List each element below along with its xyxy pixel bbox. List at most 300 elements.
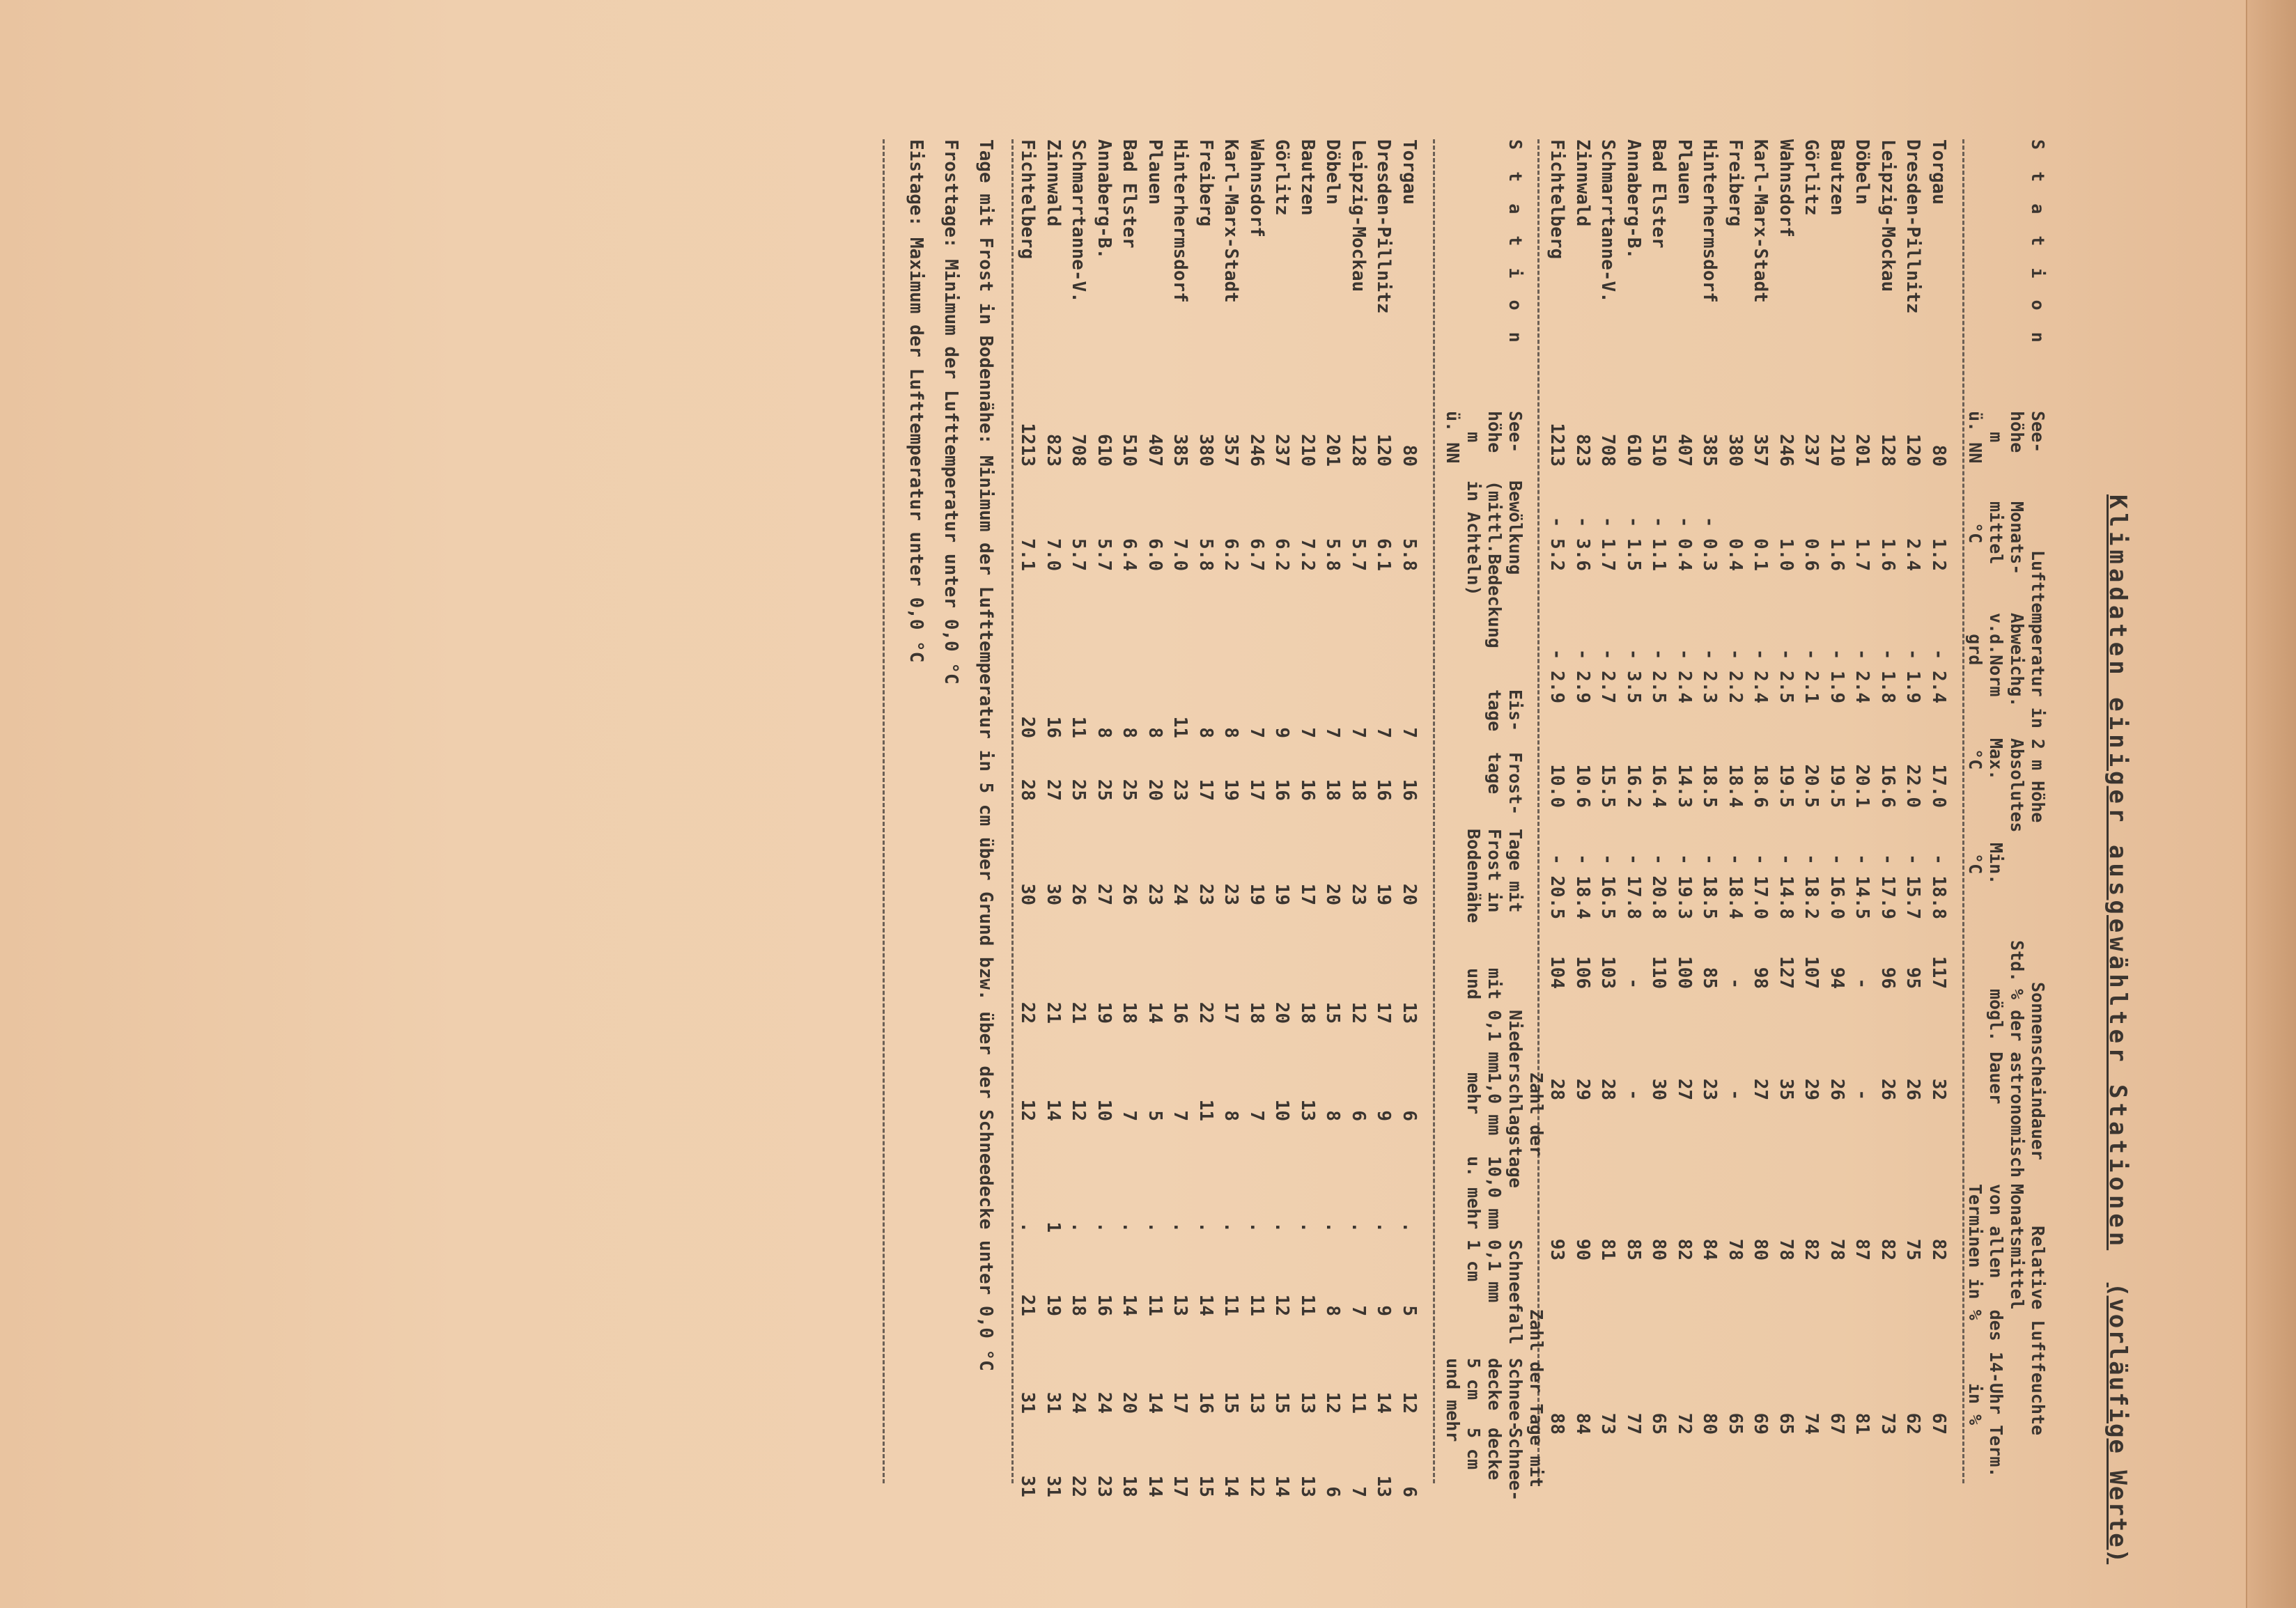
table2-cell-station: Freiberg xyxy=(1195,139,1216,227)
table1-cell-std: 110 xyxy=(1648,956,1670,989)
table1-cell-min: - 17.0 xyxy=(1750,854,1771,919)
table1-cell-station: Torgau xyxy=(1928,139,1949,205)
table2-cell-d5: 31 xyxy=(1017,1475,1039,1497)
table2-cell-n10: . xyxy=(1170,1221,1191,1233)
table2-cell-h: 120 xyxy=(1373,434,1395,467)
table1-cell-abw: - 2.5 xyxy=(1648,648,1670,703)
table1-cell-min: - 14.5 xyxy=(1852,854,1873,919)
table1-cell-h: 237 xyxy=(1801,434,1822,467)
table1-cell-mittel: - 3.6 xyxy=(1572,516,1593,571)
table2-cell-sf: 11 xyxy=(1246,1294,1267,1316)
table2-cell-station: Karl-Marx-Stadt xyxy=(1220,139,1242,303)
table2-cell-d1: 20 xyxy=(1119,1391,1140,1414)
table1-cell-abw: - 2.3 xyxy=(1699,648,1721,703)
table1-cell-mittel: - 1.5 xyxy=(1623,516,1644,571)
table2-cell-n01: 20 xyxy=(1271,1001,1293,1024)
table1-cell-proz: 29 xyxy=(1801,1078,1822,1100)
table2-cell-h: 201 xyxy=(1322,434,1344,467)
table1-cell-min: - 16.0 xyxy=(1826,854,1847,919)
table1-cell-proz: 26 xyxy=(1877,1078,1898,1100)
table1-cell-mittel: 1.6 xyxy=(1877,538,1898,571)
table1-cell-f2: 65 xyxy=(1648,1412,1670,1435)
t2-header-n10: 1,0 mm mehr xyxy=(1464,1072,1505,1136)
table1-cell-f2: 67 xyxy=(1826,1412,1847,1435)
table2-cell-eis: 8 xyxy=(1195,727,1216,738)
table2-cell-bod: 19 xyxy=(1271,883,1293,905)
t2-header-tagefrost: Tage mit Frost in Bodennähe xyxy=(1464,829,1526,923)
table1-cell-f2: 74 xyxy=(1801,1412,1822,1435)
title-main: Klimadaten einiger ausgewählter Stationen xyxy=(2104,494,2132,1251)
table1-cell-max: 10.6 xyxy=(1572,764,1593,808)
t1-header-feuchte-sub: Monatsmittel von allen des 14-Uhr Term. Terminen in % in % xyxy=(1965,1184,2027,1478)
table2-cell-bod: 27 xyxy=(1094,883,1115,905)
table2-cell-n10: . xyxy=(1017,1221,1039,1233)
table1-cell-station: Görlitz xyxy=(1801,139,1822,216)
table2-cell-d1: 31 xyxy=(1017,1391,1039,1414)
table2-cell-h: 357 xyxy=(1220,434,1242,467)
table1-cell-std: 106 xyxy=(1572,956,1593,989)
table2-cell-n10: . xyxy=(1220,1221,1242,1233)
table2-cell-eis: 7 xyxy=(1348,727,1369,738)
table1-cell-f2: 62 xyxy=(1902,1412,1924,1435)
table1-cell-f1: 90 xyxy=(1572,1238,1593,1260)
table1-cell-mittel: - 1.7 xyxy=(1597,516,1619,571)
table1-cell-station: Zinnwald xyxy=(1572,139,1593,227)
page-edge xyxy=(2246,0,2296,1608)
table1-cell-std: - xyxy=(1725,978,1746,989)
table2-cell-station: Görlitz xyxy=(1271,139,1293,216)
table2-cell-frost: 25 xyxy=(1094,779,1115,801)
table2-cell-bew: 5.8 xyxy=(1322,538,1344,571)
footnote-1: Tage mit Frost in Bodennähe: Minimum der Lufttemperatur in 5 cm über Grund bzw. über der Schneedecke unter 0,0 °C xyxy=(975,139,996,1371)
table2-cell-frost: 16 xyxy=(1373,779,1395,801)
table2-cell-frost: 25 xyxy=(1068,779,1089,801)
table1-cell-max: 19.5 xyxy=(1776,764,1797,808)
table1-cell-max: 10.0 xyxy=(1546,764,1568,808)
table1-cell-mittel: - 5.2 xyxy=(1546,516,1568,571)
table1-cell-std: 103 xyxy=(1597,956,1619,989)
table1-cell-proz: 29 xyxy=(1572,1078,1593,1100)
table2-cell-d1: 31 xyxy=(1043,1391,1064,1414)
table1-cell-min: - 14.8 xyxy=(1776,854,1797,919)
table1-cell-station: Schmarrtanne-V. xyxy=(1597,139,1619,303)
table2-cell-sf: 21 xyxy=(1017,1294,1039,1316)
table2-cell-bod: 23 xyxy=(1348,883,1369,905)
table1-cell-f1: 80 xyxy=(1648,1238,1670,1260)
table2-cell-n1: 12 xyxy=(1017,1099,1039,1121)
table2-cell-sf: 12 xyxy=(1271,1294,1293,1316)
table2-cell-bew: 5.7 xyxy=(1094,538,1115,571)
table1-cell-max: 17.0 xyxy=(1928,764,1949,808)
t2-header-nieder: Niederschlagstage xyxy=(1505,1010,1526,1188)
table1-cell-station: Freiberg xyxy=(1725,139,1746,227)
table2-cell-d5: 7 xyxy=(1348,1486,1369,1497)
table1-cell-proz: 32 xyxy=(1928,1078,1949,1100)
t2-header-bew: Bewölkung (mittl.Bedeckung in Achteln) xyxy=(1464,481,1526,648)
table2-cell-n1: 10 xyxy=(1271,1099,1293,1121)
table2-cell-n1: 7 xyxy=(1119,1110,1140,1121)
table1-cell-abw: - 2.9 xyxy=(1572,648,1593,703)
table2-cell-d1: 11 xyxy=(1348,1391,1369,1414)
table1-cell-f1: 82 xyxy=(1674,1238,1695,1260)
table2-cell-sf: 9 xyxy=(1373,1305,1395,1316)
table1-cell-min: - 17.9 xyxy=(1877,854,1898,919)
table1-cell-mittel: 0.6 xyxy=(1801,538,1822,571)
table2-cell-station: Zinnwald xyxy=(1043,139,1064,227)
table1-cell-std: 127 xyxy=(1776,956,1797,989)
table1-cell-max: 15.5 xyxy=(1597,764,1619,808)
t2-header-schneefall: Schneefall 0,1 mm 1 cm xyxy=(1464,1240,1526,1345)
table1-cell-station: Bad Elster xyxy=(1648,139,1670,249)
table2-cell-n01: 17 xyxy=(1220,1001,1242,1024)
table1-cell-abw: - 2.9 xyxy=(1546,648,1568,703)
table1-cell-proz: 23 xyxy=(1699,1078,1721,1100)
t2-bottom-rule xyxy=(1011,139,1014,1483)
table2-cell-eis: 11 xyxy=(1170,716,1191,738)
table2-cell-sf: 14 xyxy=(1195,1294,1216,1316)
title-note: (vorläufige Werte) xyxy=(2104,1282,2132,1565)
table2-cell-h: 823 xyxy=(1043,434,1064,467)
table1-cell-f2: 69 xyxy=(1750,1412,1771,1435)
table1-cell-h: 210 xyxy=(1826,434,1847,467)
table1-cell-abw: - 2.5 xyxy=(1776,648,1797,703)
table2-cell-n1: 8 xyxy=(1220,1110,1242,1121)
table1-cell-f2: 73 xyxy=(1877,1412,1898,1435)
table2-cell-eis: 16 xyxy=(1043,716,1064,738)
table2-cell-eis: 20 xyxy=(1017,716,1039,738)
table2-cell-h: 1213 xyxy=(1017,423,1039,467)
table1-cell-min: - 20.8 xyxy=(1648,854,1670,919)
table2-cell-eis: 9 xyxy=(1271,727,1293,738)
table1-cell-abw: - 2.1 xyxy=(1801,648,1822,703)
table1-cell-max: 19.5 xyxy=(1826,764,1847,808)
table2-cell-eis: 11 xyxy=(1068,716,1089,738)
table2-cell-d5: 14 xyxy=(1220,1475,1242,1497)
table2-cell-bod: 23 xyxy=(1195,883,1216,905)
table2-cell-bod: 26 xyxy=(1068,883,1089,905)
table1-cell-max: 16.2 xyxy=(1623,764,1644,808)
table2-cell-eis: 7 xyxy=(1246,727,1267,738)
table1-cell-h: 823 xyxy=(1572,434,1593,467)
table2-cell-h: 246 xyxy=(1246,434,1267,467)
table2-cell-n01: 12 xyxy=(1348,1001,1369,1024)
table2-cell-n10: . xyxy=(1297,1221,1318,1233)
table2-cell-n10: . xyxy=(1094,1221,1115,1233)
table1-cell-f1: 80 xyxy=(1750,1238,1771,1260)
table2-cell-frost: 18 xyxy=(1348,779,1369,801)
table1-cell-f2: 77 xyxy=(1623,1412,1644,1435)
table1-cell-mittel: 1.6 xyxy=(1826,538,1847,571)
table2-cell-n1: 5 xyxy=(1145,1110,1165,1121)
table2-cell-d5: 22 xyxy=(1068,1475,1089,1497)
table1-cell-abw: - 2.4 xyxy=(1928,648,1949,703)
table1-cell-proz: 27 xyxy=(1674,1078,1695,1100)
t2-header-frost: Frost- tage xyxy=(1484,752,1526,815)
table1-cell-std: - xyxy=(1623,978,1644,989)
table1-cell-min: - 18.4 xyxy=(1725,854,1746,919)
table2-cell-station: Fichtelberg xyxy=(1017,139,1039,260)
table2-cell-d1: 12 xyxy=(1322,1391,1344,1414)
table1-cell-station: Döbeln xyxy=(1852,139,1873,205)
table2-cell-eis: 8 xyxy=(1145,727,1165,738)
table1-cell-min: - 18.5 xyxy=(1699,854,1721,919)
table2-cell-bod: 23 xyxy=(1220,883,1242,905)
table2-cell-d5: 14 xyxy=(1271,1475,1293,1497)
t2-header-n100: 10,0 mm u. mehr xyxy=(1464,1156,1505,1230)
table2-cell-sf: 7 xyxy=(1348,1305,1369,1316)
table2-cell-frost: 28 xyxy=(1017,779,1039,801)
table2-cell-bew: 5.7 xyxy=(1068,538,1089,571)
table2-cell-n1: 6 xyxy=(1399,1110,1420,1121)
table1-cell-proz: 27 xyxy=(1750,1078,1771,1100)
table2-cell-n10: . xyxy=(1068,1221,1089,1233)
table2-cell-sf: 16 xyxy=(1094,1294,1115,1316)
table1-cell-std: 94 xyxy=(1826,967,1847,989)
table1-cell-h: 385 xyxy=(1699,434,1721,467)
table2-cell-frost: 16 xyxy=(1297,779,1318,801)
table2-cell-bew: 6.0 xyxy=(1145,538,1165,571)
table2-cell-bew: 7.0 xyxy=(1043,538,1064,571)
table1-cell-h: 80 xyxy=(1928,444,1949,467)
table1-cell-f1: 82 xyxy=(1877,1238,1898,1260)
t1-header-see: See- höhe m ü. NN xyxy=(1965,411,2048,464)
table1-cell-std: - xyxy=(1852,978,1873,989)
table2-cell-bew: 7.0 xyxy=(1170,538,1191,571)
table1-cell-proz: - xyxy=(1725,1089,1746,1100)
table2-cell-d5: 12 xyxy=(1246,1475,1267,1497)
table1-cell-f1: 75 xyxy=(1902,1238,1924,1260)
table1-cell-f1: 85 xyxy=(1623,1238,1644,1260)
table1-cell-mittel: - 0.3 xyxy=(1699,516,1721,571)
table1-cell-f2: 81 xyxy=(1852,1412,1873,1435)
table2-cell-d5: 15 xyxy=(1195,1475,1216,1497)
table2-cell-n01: 18 xyxy=(1119,1001,1140,1024)
table1-cell-abw: - 2.4 xyxy=(1750,648,1771,703)
table2-cell-h: 380 xyxy=(1195,434,1216,467)
table2-cell-n01: 21 xyxy=(1043,1001,1064,1024)
table1-cell-std: 98 xyxy=(1750,967,1771,989)
table2-cell-station: Wahnsdorf xyxy=(1246,139,1267,237)
table2-cell-bew: 7.2 xyxy=(1297,538,1318,571)
table2-cell-eis: 8 xyxy=(1119,727,1140,738)
table1-cell-h: 120 xyxy=(1902,434,1924,467)
table1-cell-mittel: 0.1 xyxy=(1750,538,1771,571)
table2-cell-n1: 13 xyxy=(1297,1099,1318,1121)
table2-cell-n1: 14 xyxy=(1043,1099,1064,1121)
table2-cell-h: 407 xyxy=(1145,434,1165,467)
table2-cell-h: 510 xyxy=(1119,434,1140,467)
table1-cell-station: Hinterhermsdorf xyxy=(1699,139,1721,303)
t1-top-rule xyxy=(1962,139,1964,1483)
table1-cell-min: - 19.3 xyxy=(1674,854,1695,919)
table2-cell-frost: 25 xyxy=(1119,779,1140,801)
table2-cell-n10: . xyxy=(1246,1221,1267,1233)
table2-cell-sf: 19 xyxy=(1043,1294,1064,1316)
table2-cell-n1: 7 xyxy=(1170,1110,1191,1121)
table1-cell-f2: 84 xyxy=(1572,1412,1593,1435)
table2-cell-eis: 7 xyxy=(1399,727,1420,738)
table1-cell-f1: 81 xyxy=(1597,1238,1619,1260)
table1-cell-station: Karl-Marx-Stadt xyxy=(1750,139,1771,303)
table1-cell-station: Plauen xyxy=(1674,139,1695,205)
table2-cell-h: 128 xyxy=(1348,434,1369,467)
table2-cell-station: Plauen xyxy=(1145,139,1165,205)
table1-cell-mittel: 1.7 xyxy=(1852,538,1873,571)
table2-cell-bod: 19 xyxy=(1246,883,1267,905)
table2-cell-bod: 23 xyxy=(1145,883,1165,905)
table1-cell-abw: - 2.4 xyxy=(1674,648,1695,703)
table2-cell-d1: 15 xyxy=(1220,1391,1242,1414)
table2-cell-bod: 20 xyxy=(1322,883,1344,905)
table1-cell-std: 104 xyxy=(1546,956,1568,989)
t2-header-station: S t a t i o n xyxy=(1505,139,1526,348)
table2-cell-n01: 15 xyxy=(1322,1001,1344,1024)
table2-cell-n1: 6 xyxy=(1348,1110,1369,1121)
page-bottom-rule xyxy=(883,139,885,1483)
table2-cell-eis: 7 xyxy=(1322,727,1344,738)
table1-cell-max: 18.4 xyxy=(1725,764,1746,808)
table1-cell-abw: - 3.5 xyxy=(1623,648,1644,703)
table2-cell-d5: 13 xyxy=(1373,1475,1395,1497)
table2-cell-station: Bautzen xyxy=(1297,139,1318,216)
table2-cell-n01: 17 xyxy=(1373,1001,1395,1024)
table2-cell-sf: 8 xyxy=(1322,1305,1344,1316)
table2-cell-eis: 8 xyxy=(1094,727,1115,738)
table2-cell-bod: 30 xyxy=(1043,883,1064,905)
table1-cell-station: Wahnsdorf xyxy=(1776,139,1797,237)
table1-cell-f2: 67 xyxy=(1928,1412,1949,1435)
table1-cell-f2: 88 xyxy=(1546,1412,1568,1435)
table2-cell-d1: 14 xyxy=(1373,1391,1395,1414)
table2-cell-n01: 19 xyxy=(1094,1001,1115,1024)
table1-cell-std: 100 xyxy=(1674,956,1695,989)
footnote-3: Eistage: Maximum der Lufttemperatur unter 0,0 °C xyxy=(906,139,926,663)
table2-cell-h: 80 xyxy=(1399,444,1420,467)
table2-cell-n1: 10 xyxy=(1094,1099,1115,1121)
table2-cell-d1: 13 xyxy=(1297,1391,1318,1414)
table2-cell-station: Schmarrtanne-V. xyxy=(1068,139,1089,303)
table1-cell-std: 95 xyxy=(1902,967,1924,989)
table2-cell-d5: 14 xyxy=(1145,1475,1165,1497)
table2-cell-n1: 9 xyxy=(1373,1110,1395,1121)
table1-cell-max: 14.3 xyxy=(1674,764,1695,808)
table2-cell-frost: 16 xyxy=(1271,779,1293,801)
table1-cell-std: 107 xyxy=(1801,956,1822,989)
table2-cell-n1: 11 xyxy=(1195,1099,1216,1121)
table1-cell-proz: 28 xyxy=(1546,1078,1568,1100)
table1-cell-f2: 73 xyxy=(1597,1412,1619,1435)
table2-cell-d5: 6 xyxy=(1399,1486,1420,1497)
t1-header-lufttemp: Lufttemperatur in 2 m Höhe xyxy=(2028,550,2048,823)
table2-cell-n10: . xyxy=(1373,1221,1395,1233)
table2-cell-station: Leipzig-Mockau xyxy=(1348,139,1369,292)
table2-cell-n10: . xyxy=(1348,1221,1369,1233)
table1-cell-max: 20.5 xyxy=(1801,764,1822,808)
table2-cell-n01: 13 xyxy=(1399,1001,1420,1024)
table1-cell-proz: - xyxy=(1623,1089,1644,1100)
table2-cell-eis: 7 xyxy=(1297,727,1318,738)
table1-cell-abw: - 1.9 xyxy=(1826,648,1847,703)
table1-cell-abw: - 1.9 xyxy=(1902,648,1924,703)
table2-cell-bew: 6.2 xyxy=(1271,538,1293,571)
table1-cell-abw: - 2.7 xyxy=(1597,648,1619,703)
table2-cell-bod: 30 xyxy=(1017,883,1039,905)
t1-header-feuchte: Relative Luftfeuchte xyxy=(2028,1226,2048,1436)
t2-header-undmehr: und mehr xyxy=(1443,1358,1463,1442)
t2-header-zahlder: Zahl der xyxy=(1526,1072,1546,1157)
table2-cell-d5: 6 xyxy=(1322,1486,1344,1497)
table1-cell-proz: 26 xyxy=(1902,1078,1924,1100)
t1-header-std: Std. xyxy=(2007,940,2027,983)
table2-cell-n10: . xyxy=(1399,1221,1420,1233)
table2-cell-h: 708 xyxy=(1068,434,1089,467)
t1-header-absmin: Min. °C xyxy=(1965,843,2006,885)
table1-cell-mittel: 1.2 xyxy=(1928,538,1949,571)
table1-cell-f2: 65 xyxy=(1725,1412,1746,1435)
table1-cell-station: Dresden-Pillnitz xyxy=(1902,139,1924,314)
table1-cell-min: - 17.8 xyxy=(1623,854,1644,919)
table2-cell-bod: 19 xyxy=(1373,883,1395,905)
table1-cell-abw: - 1.8 xyxy=(1877,648,1898,703)
table2-cell-bew: 6.2 xyxy=(1220,538,1242,571)
table1-cell-min: - 15.7 xyxy=(1902,854,1924,919)
table2-cell-station: Dresden-Pillnitz xyxy=(1373,139,1395,314)
table2-cell-bew: 5.8 xyxy=(1195,538,1216,571)
t1-header-monat: Monats- mittel °C xyxy=(1965,501,2027,575)
table2-cell-h: 385 xyxy=(1170,434,1191,467)
page-title xyxy=(2104,494,2132,1564)
table1-cell-min: - 20.5 xyxy=(1546,854,1568,919)
table2-cell-station: Bad Elster xyxy=(1119,139,1140,249)
table2-cell-frost: 17 xyxy=(1195,779,1216,801)
table2-cell-sf: 11 xyxy=(1220,1294,1242,1316)
table2-cell-n10: . xyxy=(1119,1221,1140,1233)
table1-cell-min: - 18.2 xyxy=(1801,854,1822,919)
table2-cell-h: 610 xyxy=(1094,434,1115,467)
table1-cell-proz: 26 xyxy=(1826,1078,1847,1100)
t2-header-eis: Eis- tage xyxy=(1484,689,1526,732)
table1-cell-f1: 87 xyxy=(1852,1238,1873,1260)
table2-cell-d5: 17 xyxy=(1170,1475,1191,1497)
table2-cell-n01: 21 xyxy=(1068,1001,1089,1024)
table1-cell-f1: 78 xyxy=(1725,1238,1746,1260)
table2-cell-sf: 18 xyxy=(1068,1294,1089,1316)
table1-cell-h: 1213 xyxy=(1546,423,1568,467)
table2-cell-d1: 15 xyxy=(1271,1391,1293,1414)
table1-cell-abw: - 2.4 xyxy=(1852,648,1873,703)
table1-cell-h: 708 xyxy=(1597,434,1619,467)
table2-cell-bod: 20 xyxy=(1399,883,1420,905)
table2-cell-d1: 14 xyxy=(1145,1391,1165,1414)
table1-cell-min: - 18.8 xyxy=(1928,854,1949,919)
table1-cell-max: 18.6 xyxy=(1750,764,1771,808)
t1-header-station: S t a t i o n xyxy=(2028,139,2048,348)
table1-cell-f1: 93 xyxy=(1546,1238,1568,1260)
table1-cell-h: 246 xyxy=(1776,434,1797,467)
table1-cell-mittel: 0.4 xyxy=(1725,538,1746,571)
table2-cell-n01: 14 xyxy=(1145,1001,1165,1024)
table2-cell-bew: 6.1 xyxy=(1373,538,1395,571)
table1-cell-f2: 80 xyxy=(1699,1412,1721,1435)
table2-cell-sf: 13 xyxy=(1170,1294,1191,1316)
table2-cell-d1: 17 xyxy=(1170,1391,1191,1414)
table1-cell-h: 510 xyxy=(1648,434,1670,467)
table2-cell-d1: 16 xyxy=(1195,1391,1216,1414)
table1-cell-station: Fichtelberg xyxy=(1546,139,1568,260)
table2-cell-n01: 18 xyxy=(1297,1001,1318,1024)
t1-header-proz: % der astronomisch mögl. Dauer xyxy=(1986,989,2027,1178)
table2-cell-bew: 6.4 xyxy=(1119,538,1140,571)
